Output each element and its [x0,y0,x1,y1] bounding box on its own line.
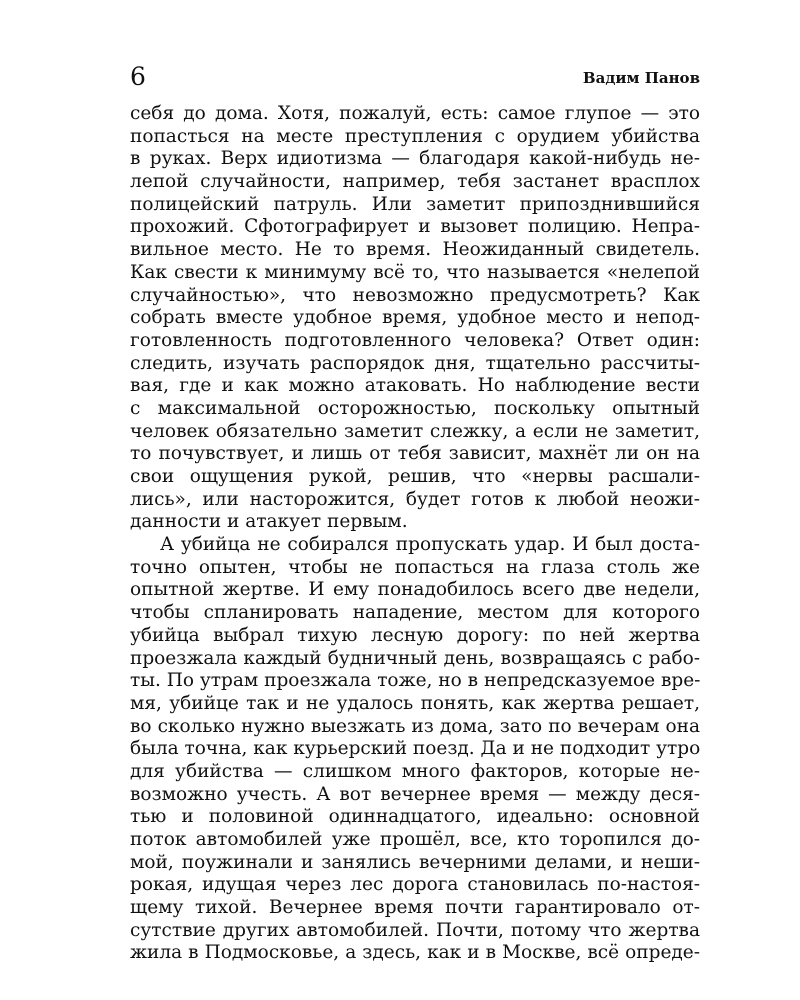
text-line: поток автомобилей уже прошёл, все, кто торопился до- [130,829,700,850]
text-line: следить, изучать распорядок дня, тщательно рассчиты- [130,352,700,374]
text-line: прохожий. Сфотографирует и вызовет полицию. Непра- [130,216,700,238]
text-line: точно опытен, чтобы не попасться на глаза столь же [130,556,700,578]
text-line: была точна, как курьерский поезд. Да и не подходит утро [130,738,700,760]
text-line: проезжала каждый будничный день, возвращаясь с рабо- [130,647,700,669]
text-line: возможно учесть. А вот вечернее время — между деся- [130,783,700,805]
text-line: случайностью», что невозможно предусмотреть? Как [130,284,700,306]
text-line: в руках. Верх идиотизма — благодаря какой-нибудь не- [130,148,700,170]
text-line: собрать вместе удобное время, удобное место и непод- [130,307,700,329]
text-line: тью и половиной одиннадцатого, идеально: основной [130,806,700,828]
text-line: чтобы спланировать нападение, местом для которого [130,602,700,624]
text-line: свои ощущения рукой, решив, что «нервы расшали- [130,466,700,487]
text-line: Как свести к минимуму всё то, что называется «нелепой [130,261,700,283]
text-line: вая, где и как можно атаковать. Но наблюдение вести [130,375,700,397]
text-line: человек обязательно заметит слежку, а если не заметит, [130,420,700,442]
text-line: жила в Подмосковье, а здесь, как и в Москве, всё опреде- [130,942,700,964]
text-line: мя, убийце так и не удалось понять, как жертва решает, [130,692,700,714]
text-line: ты. По утрам проезжала тоже, но в непредсказуемое вре- [130,670,700,692]
body-text [130,103,700,965]
text-line: готовленность подготовленного человека? Ответ один: [130,329,700,351]
running-head-author: Вадим Панов [582,69,700,87]
text-line: рокая, идущая через лес дорога становилась по-настоя- [130,874,700,896]
text-line: лепой случайности, например, тебя застанет врасплох [130,171,700,193]
text-line: с максимальной осторожностью, поскольку опытный [130,397,700,419]
text-line: полицейский патруль. Или заметит припозднившийся [130,193,700,215]
text-line: для убийства — слишком много факторов, которые не- [130,760,700,782]
text-line: опытной жертве. И ему понадобилось всего две недели, [130,579,700,601]
text-line: сутствие других автомобилей. Почти, потому что жертва [130,919,700,941]
paragraph-1 [130,103,700,534]
text-line: вильное место. Не то время. Неожиданный свидетель. [130,239,700,261]
text-line: себя до дома. Хотя, пожалуй, есть: самое глупое — это [130,103,700,124]
page-number: 6 [130,62,146,91]
text-line: щему тихой. Вечернее время почти гарантировало от- [130,897,700,919]
text-line: попасться на месте преступления с орудием убийства [130,125,700,147]
text-line: во сколько нужно выезжать из дома, зато по вечерам она [130,715,700,737]
text-line: то почувствует, и лишь от тебя зависит, махнёт ли он на [130,443,700,465]
text-line: лись», или насторожится, будет готов к любой неожи- [130,488,700,510]
text-line: убийца выбрал тихую лесную дорогу: по ней жертва [130,624,700,646]
paragraph-2 [130,534,700,965]
text-line: мой, поужинали и занялись вечерними делами, и неши- [130,851,700,873]
text-line: данности и атакует первым. [130,511,408,533]
text-line: А убийца не собирался пропускать удар. И был доста- [160,534,700,556]
